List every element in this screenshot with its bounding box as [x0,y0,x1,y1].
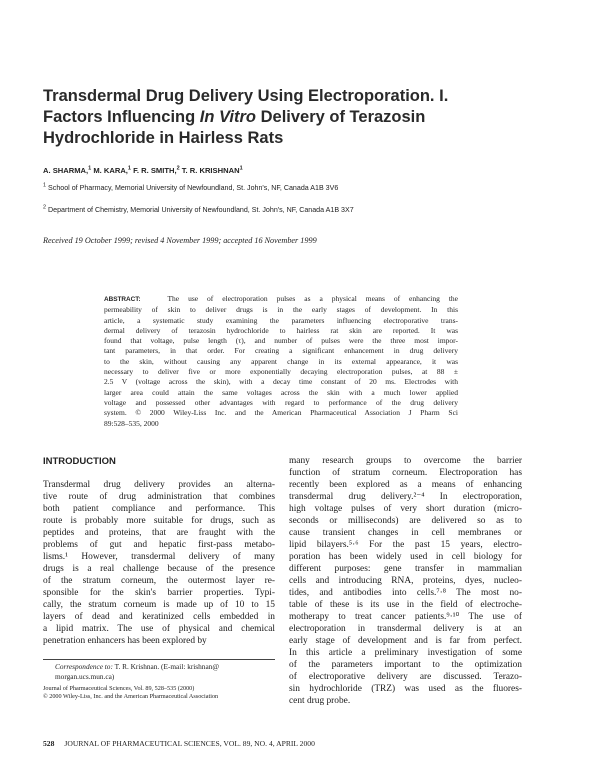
text-line: recently been explored as a means of enhancing [289,480,522,490]
title-line-3: Hydrochloride in Hairless Rats [43,129,284,147]
text-line: motherapy to treat cancer patients.⁹·¹⁰ The use of [289,612,522,622]
text-line: a lipid matrix. The use of physical and chemical [43,624,275,634]
abstract-line: ABSTRACT: The use of electroporation pulses as a physical means of enhancing the [104,294,458,303]
text-line: larger area could attain the same voltages across the skin with a much lower applied [104,387,458,397]
abstract-body [104,305,458,429]
author-list [43,166,243,175]
text-line: problems of gut and hepatic first-pass metabo- [43,540,275,550]
text-line: function of stratum corneum. Electroporation has [289,468,522,478]
text-line: sin hydrochloride (TRZ) was used as the fluores- [289,684,522,694]
correspondence-email-cont: morgan.ucs.mun.ca) [55,671,115,681]
text-line: high voltage pulses of very short duration (micro- [289,504,522,514]
text-line: lipid bilayers.⁵·⁶ For the past 15 years, electro- [289,540,522,550]
text-line: cells and introducing RNA, proteins, dyes, nucleo- [289,576,522,586]
text-line: tant parameters, in that order. For creating a significant enhancement in drug delivery [104,346,458,356]
text-line: route is probably more suitable for drugs, such as [43,516,275,526]
affiliation-2: $^2$ Department of Chemistry, Memorial University of Newfoundland, St. John's, NF, Canada A1B 3X7 [43,204,354,214]
text-line: permeability of skin to deliver drugs is in the early stages of development. In this [104,305,458,315]
correspondence-label: Correspondence to: [55,662,113,671]
page-number: 528 [43,739,55,748]
text-line: In this article a preliminary investigation of some [289,648,522,658]
copyright-line: © 2000 Wiley-Liss, Inc. and the American Pharmaceutical Association [43,693,219,701]
text-line: of the parameters important to the optimization [289,660,522,670]
author-affiliation-mark: 1 [239,165,243,172]
author-affiliation-mark: 1 [127,165,131,172]
text-line: cause transient changes in cell membranes or [289,528,522,538]
text-line: 89:528–535, 2000 [104,418,159,428]
text-line: article, a systematic study examining the parameters influencing electroporative trans- [104,315,458,325]
text-line: sponsible for the skin's barrier properties. Typi- [43,588,275,598]
author-name: F. R. SMITH, [133,166,177,175]
text-line: of the stratum corneum, the outermost layer re- [43,576,275,586]
text-line: tive route of drug administration that combines [43,492,275,502]
text-line: found that voltage, pulse length (τ), and number of pulses were the three most impor- [104,336,458,346]
author-name: A. SHARMA, [43,166,89,175]
text-line: cent drug probe. [289,696,351,706]
text-line: different purposes: gene transfer in mammalian [289,564,522,574]
page-footer [43,739,315,748]
abstract-label: ABSTRACT: [104,296,141,303]
text-line: peptides and proteins, that are fraught with the [43,528,275,538]
correspondence-footnote [55,662,277,681]
journal-citation-line: Journal of Pharmaceutical Sciences, Vol. 89, 528–535 (2000) [43,685,195,692]
text-line: drugs is a real challenge because of the presence [43,564,275,574]
text-line: early stage of development and is far from perfect. [289,636,522,646]
text-line: seconds or milliseconds) are delivered so as to [289,516,522,526]
article-title [43,86,503,149]
author-affiliation-mark: 2 [176,165,180,172]
text-line: voltage and possessed other advantages with regard to performance of the drug delivery [104,397,458,407]
author-name: T. R. KRISHNAN [181,166,240,175]
text-line: penetration enhancers has been explored by [43,636,207,646]
text-line: cally, the stratum corneum is made up of 10 to 15 [43,600,275,610]
received-dates: Received 19 October 1999; revised 4 November 1999; accepted 16 November 1999 [43,236,317,245]
text-line: Transdermal drug delivery provides an alterna- [43,480,275,490]
journal-citation [43,685,218,702]
body-column-right [289,455,522,707]
title-line-1: Transdermal Drug Delivery Using Electroporation. I. [43,87,449,105]
affiliation-1: $^1$ School of Pharmacy, Memorial University of Newfoundland, St. John's, NF, Canada A1B 3V6 [43,182,339,192]
text-line: electroporation in transdermal delivery is at an [289,624,522,634]
text-line: lisms.¹ However, transdermal delivery of many [43,552,275,562]
abstract [104,294,458,429]
text-line: of electroporative delivery are discussed. Terazo- [289,672,522,682]
text-line: dermal delivery of terazosin hydrochloride to hairless rat skin are reported. It was [104,325,458,335]
text-line: system. © 2000 Wiley-Liss Inc. and the American Pharmaceutical Association J Pharm Sci [104,408,458,418]
correspondence-text: T. R. Krishnan. (E-mail: krishnan@ [112,662,220,671]
text-line: poration has been widely used in cell biology for [289,552,522,562]
text-line: table of these is its use in the field of electroche- [289,600,522,610]
text-line: 2.5 V (voltage across the skin), with a decay time constant of 20 ms. Electrodes with [104,377,458,387]
text-line: transdermal drug delivery.²⁻⁴ In electroporation, [289,492,522,502]
section-heading-introduction: INTRODUCTION [43,456,116,467]
author-name: M. KARA, [93,166,128,175]
text-line: both patient compliance and performance. This [43,504,275,514]
text-line: layers of dead and keratinized cells embedded in [43,612,275,622]
text-line: necessary to deliver five or more exponentially decaying electroporation pulses, at 88 ± [104,367,458,377]
text-line: tides, and antibodies into cells.⁷·⁸ The most no- [289,588,522,598]
footnote-divider [43,659,275,660]
author-affiliation-mark: 1 [88,165,92,172]
title-line-2: Factors Influencing In Vitro Delivery of Terazosin [43,108,426,126]
text-line: many research groups to overcome the barrier [289,456,522,466]
body-column-left [43,479,275,647]
text-line: to the skin, without causing any apparent change in its external appearance, it was [104,356,458,366]
running-footer: JOURNAL OF PHARMACEUTICAL SCIENCES, VOL. 89, NO. 4, APRIL 2000 [64,739,315,748]
